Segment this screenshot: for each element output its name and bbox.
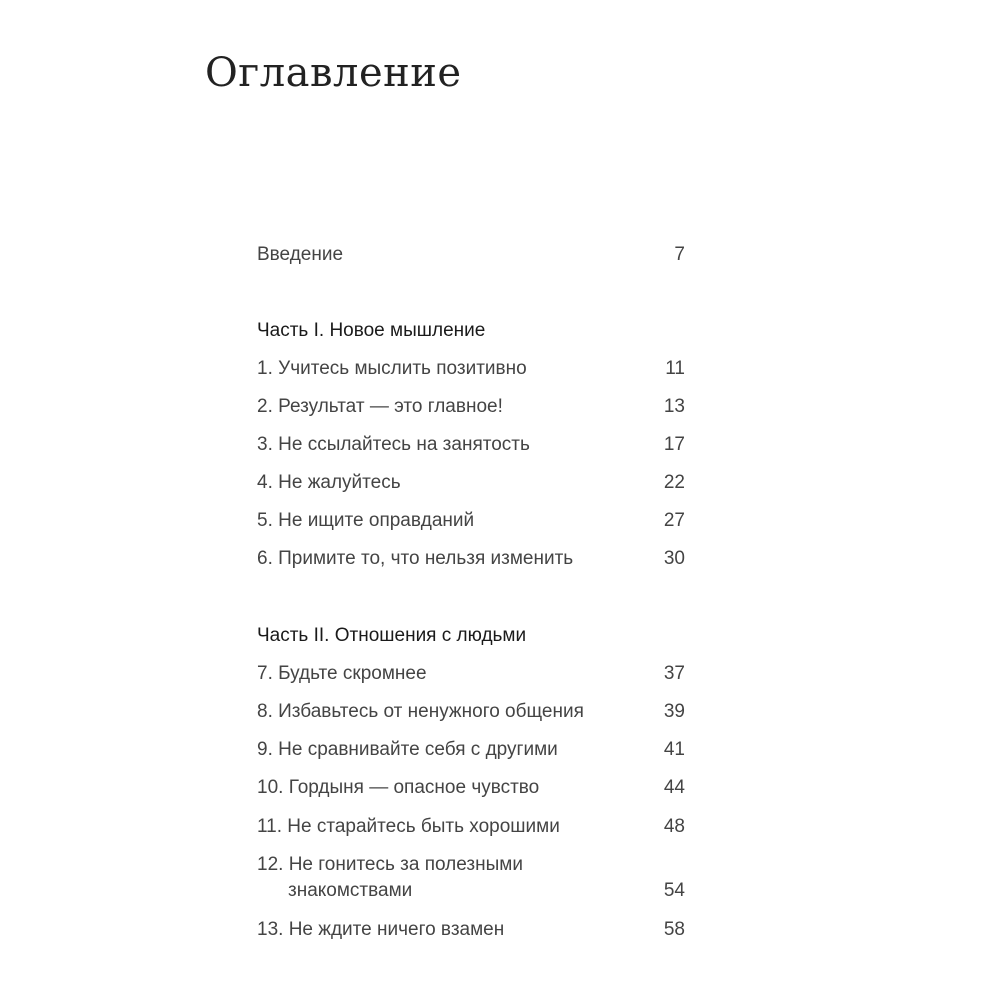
toc-entry-label: 5. Не ищите оправданий <box>257 510 475 531</box>
toc-entry-page: 54 <box>663 880 685 901</box>
toc-entry-page: 39 <box>663 701 685 722</box>
toc-entry-label: 2. Результат — это главное! <box>257 396 503 417</box>
toc-entry-page: 30 <box>663 548 685 569</box>
toc-entry-label: 6. Примите то, что нельзя изменить <box>257 548 574 569</box>
toc-entry-page: 7 <box>674 244 685 265</box>
toc-entry-label: 9. Не сравнивайте себя с другими <box>257 739 558 760</box>
toc-entry-label: 12. Не гонитесь за полезными <box>257 854 523 875</box>
toc-entry-label: 1. Учитесь мыслить позитивно <box>257 358 527 379</box>
toc-entry-label: 13. Не ждите ничего взамен <box>257 919 505 940</box>
toc-entry-page: 22 <box>663 472 685 493</box>
toc-entry-page: 58 <box>663 919 685 940</box>
toc-entry-page: 41 <box>663 739 685 760</box>
toc-entry-label-continued: знакомствами <box>288 880 413 901</box>
toc-entry-page: 48 <box>663 816 685 837</box>
toc-entry-label: 7. Будьте скромнее <box>257 663 427 684</box>
toc-entry-page: 37 <box>663 663 685 684</box>
toc-entry-page: 11 <box>665 358 685 379</box>
toc-entry-page: 27 <box>663 510 685 531</box>
part-heading-2: Часть II. Отношения с людьми <box>257 625 527 646</box>
page-title: Оглавление <box>205 50 462 96</box>
toc-entry-page: 17 <box>663 434 685 455</box>
toc-entry-label: 8. Избавьтесь от ненужного общения <box>257 701 584 722</box>
toc-entry-label: Введение <box>257 244 344 265</box>
toc-entry-page: 13 <box>663 396 685 417</box>
toc-entry-label: 3. Не ссылайтесь на занятость <box>257 434 530 455</box>
part-heading-1: Часть I. Новое мышление <box>257 320 486 341</box>
toc-entry-label: 4. Не жалуйтесь <box>257 472 401 493</box>
toc-entry-page: 44 <box>663 777 685 798</box>
toc-entry-label: 11. Не старайтесь быть хорошими <box>257 816 560 837</box>
toc-entry-label: 10. Гордыня — опасное чувство <box>257 777 540 798</box>
